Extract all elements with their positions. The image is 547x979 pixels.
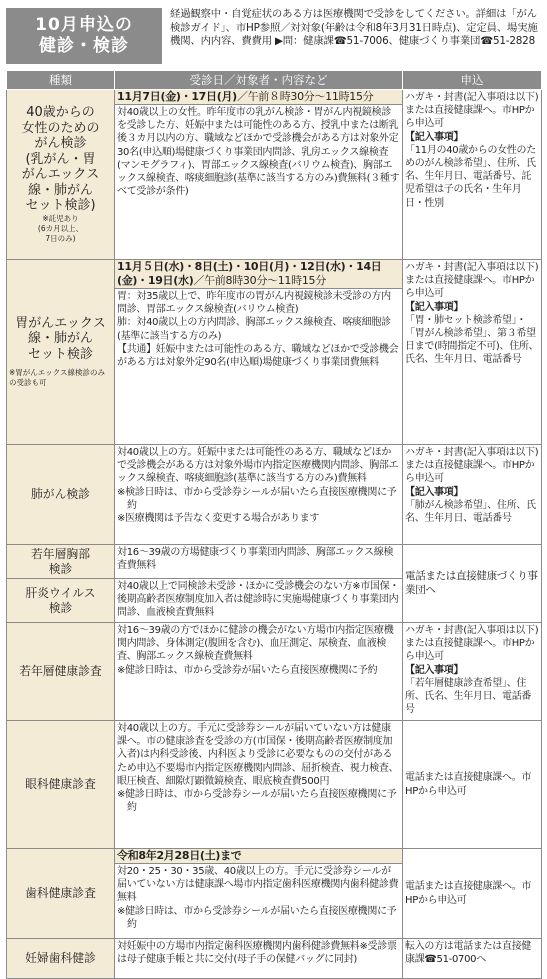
- row-content: 対40歳以上の女性。昨年度市の乳がん検診・胃がん内視鏡検診を受診した方、妊娠中または可能性のある方、授乳中または断乳後３カ月以内の方、職域などほかで受診機会がある方は対象外定30名(申込順)場健康づくり事業団内問診、乳房エックス線検査(マンモグラフィ)、胃部エックス線検査(バリウム検査)、胸部エックス線検査、喀痰細胞診(基準に該当する方のみ)費無料(３種すべて受診が条件): [117, 107, 400, 198]
- table-row: [7, 445, 542, 545]
- row-name-cell: [7, 445, 115, 545]
- name-note: ※胃がんエックス線検診のみの受診も可: [9, 368, 106, 388]
- row-apply-cell: [403, 260, 542, 445]
- row-note: ※医療機関は予告なく変更する場合があります: [117, 513, 320, 525]
- apply-text: 電話または直接健康づくり事業団へ: [405, 570, 538, 596]
- name-line: 若年層健康診査: [19, 664, 102, 679]
- row-content-cell: [115, 939, 403, 979]
- exam-time: ／午前８時30分～11時15分: [236, 90, 374, 103]
- name-line: (乳がん・胃: [25, 151, 96, 167]
- exam-date: 11月５日(水)・8日(土)・10日(月)・12日(水)・14日(金)・19日(水): [117, 260, 382, 287]
- exam-time: ／午前8時30分～11時15分: [193, 274, 326, 287]
- column-header-kind: 種類: [7, 71, 115, 90]
- header-title-box: [6, 8, 162, 64]
- row-name-cell: [7, 721, 115, 849]
- row-content-cell: [115, 445, 403, 545]
- table-row: [7, 939, 542, 979]
- column-header-apply: 申込: [403, 71, 542, 90]
- row-content: 対40歳以上で同検診未受診・ほかに受診機会のない方※市国保・後期高齢者医療制度加入者は健診時に実施場健康づくり事業団内問診、血液検査費無料: [117, 581, 400, 619]
- row-content: 【共通】妊娠中または可能性のある方、職域などほかで受診機会がある方は対象外定90名(申込順)場健康づくり事業団費無料: [117, 343, 399, 369]
- date-bar: [115, 90, 402, 105]
- row-content-cell: [115, 90, 403, 260]
- header-title-line2: 健診・検診: [39, 36, 129, 56]
- name-line: がんエックス: [21, 167, 100, 183]
- name-line: 検診: [48, 561, 73, 576]
- row-apply-cell: [403, 90, 542, 260]
- apply-detail: 「若年層健康診査希望」、住所、氏名、生年月日、電話番号: [405, 677, 532, 716]
- apply-text: ハガキ・封書(記入事項は以下)または直接健康課へ。市HPから申込可: [405, 447, 539, 485]
- row-content: 対20・25・30・35歳、40歳以上の方。手元に受診券シールが届いていない方は健康課へ場市内指定歯科医療機関内歯科健診費無料: [117, 866, 399, 904]
- row-name-cell: [7, 260, 115, 445]
- row-apply-cell: [403, 623, 542, 721]
- name-line: がん検診: [34, 136, 87, 152]
- row-content: 対妊娠中の方場市内指定歯科医療機関内歯科健診費無料※受診票は母子健康手帳と共に交付(母子手の保健バッグに同封): [117, 941, 397, 966]
- name-sub: (6カ月以上、: [37, 223, 84, 233]
- name-line: 歯科健康診査: [25, 886, 96, 901]
- name-sub: ※託児あり: [42, 213, 79, 223]
- row-name-cell: [7, 939, 115, 979]
- row-apply-cell: [403, 721, 542, 849]
- row-content-cell: [115, 721, 403, 849]
- column-header-content: 受診日／対象者・内容など: [115, 71, 403, 90]
- row-content: 対16～39歳の方でほかに健診の機会がない方場市内指定医療機関内問診、身体測定(腹囲を含む)、血圧測定、尿検査、血液検査、胸部エックス線検査費無料: [117, 625, 394, 663]
- row-content-cell: [115, 545, 403, 579]
- row-name-cell: [7, 849, 115, 939]
- row-name-cell: [7, 545, 115, 579]
- name-sub: 7日のみ): [45, 233, 76, 243]
- checkup-table: [6, 70, 542, 979]
- row-name-cell: [7, 90, 115, 260]
- table-row: [7, 260, 542, 445]
- name-line: セット検診: [27, 346, 93, 362]
- apply-text: ハガキ・封書(記入事項は以下)または直接健康課へ。市HPから申込可: [405, 92, 539, 130]
- name-line: 胃がんエックス: [15, 315, 106, 331]
- date-bar: [115, 849, 402, 864]
- row-name-cell: [7, 579, 115, 623]
- apply-heading: 【記入事項】: [405, 301, 464, 313]
- apply-text: 電話または直接健康課へ。市HPから申込可: [405, 772, 532, 797]
- apply-text: 電話または直接健康課へ。市HPから申込可: [405, 881, 532, 906]
- apply-heading: 【記入事項】: [405, 131, 464, 143]
- row-content-cell: [115, 623, 403, 721]
- apply-text: ハガキ・封書(記入事項は以下)または直接健康課へ。市HPから申込可: [405, 625, 539, 663]
- row-content: 対40歳以上の方。手元に受診券シールが届いていない方は健康課へ。市の健康診査を受診の方(市国保・後期高齢者医療制度加入者)は内科受診後、内科医より受診に必要なものの交付があるため申込不要場市内指定医療機関内問診、屈折検査、視力検査、眼圧検査、細隙灯顕微鏡検査、眼底検査費500円: [117, 723, 399, 787]
- name-line: 検診: [48, 600, 73, 615]
- apply-heading: 【記入事項】: [405, 486, 464, 498]
- row-apply-cell: [403, 849, 542, 939]
- name-line: セット検診): [25, 198, 96, 214]
- table-row: [7, 90, 542, 260]
- row-content-cell: [115, 579, 403, 623]
- row-name-cell: [7, 623, 115, 721]
- row-content: 対16～39歳の方場健康づくり事業団内問診、胸部エックス線検査費無料: [117, 547, 394, 572]
- apply-heading: 【記入事項】: [405, 664, 464, 676]
- apply-detail: 「肺がん検診希望」、住所、氏名、生年月日、電話番号: [405, 499, 536, 525]
- apply-text: 転入の方は電話または直接健康課☎51-0700へ: [405, 941, 532, 966]
- row-note: ※健診日時は、市から受診券シールが届いたら直接医療機関に予約: [117, 789, 397, 814]
- header: [0, 0, 547, 70]
- name-line: 線・肺がん: [27, 331, 93, 347]
- header-title-line1: 10月申込の: [35, 15, 133, 35]
- apply-detail: 「11月の40歳からの女性のためのがん検診希望」、住所、氏名、生年月日、電話番号、託児希望は子の氏名・生年月日・性別: [405, 144, 536, 209]
- row-content: 対40歳以上の方。妊娠中または可能性のある方、職域などほかで受診機会がある方は対象外場市内指定医療機関内問診、胸部エックス線検査、喀痰細胞診(基準に該当する方のみ)費無料: [117, 447, 399, 485]
- row-content: 肺：対40歳以上の方内問診、胸部エックス線検査、喀痰細胞診(基準に該当する方のみ): [117, 317, 391, 342]
- name-line: 妊婦歯科健診: [25, 951, 96, 966]
- name-line: 女性のための: [21, 120, 100, 136]
- name-line: 肺がん検診: [31, 487, 90, 502]
- name-line: 若年層胸部: [31, 547, 90, 561]
- row-content-cell: [115, 260, 403, 445]
- name-line: 線・肺がん: [27, 182, 93, 198]
- name-line: 眼科健康診査: [25, 777, 96, 792]
- row-apply-cell-shared: [403, 545, 542, 623]
- exam-date: 11月7日(金)・17日(月): [117, 90, 237, 103]
- name-line: 40歳からの: [26, 105, 95, 121]
- row-note: ※健診日時は、市から受診券が届いたら直接医療機関に予約: [117, 664, 378, 676]
- table-header-row: [7, 71, 542, 90]
- row-apply-cell: [403, 939, 542, 979]
- name-line: 肝炎ウイルス: [25, 586, 96, 600]
- header-notice: 経過観察中・自覚症状のある方は医療機関で受診をしてください。詳細は「がん検診ガイド」、市HP参照／対対象(年齢は令和8年3月31日時点)、定定員、場実施機関、内内容、費費用 ▶問：健康課☎51-7006、健康づくり事業団☎51-2828: [170, 8, 538, 48]
- row-content-cell: [115, 849, 403, 939]
- row-note: ※検診日時は、市から受診券シールが届いたら直接医療機関に予約: [117, 486, 397, 511]
- row-content: 胃：対35歳以上で、昨年度市の胃がん内視鏡検診未受診の方内問診、胃部エックス線検査(バリウム検査): [117, 291, 391, 316]
- row-note: ※健診日時は、市から受診券シールが届いたら直接医療機関に予約: [117, 905, 397, 930]
- table-row: [7, 721, 542, 849]
- table-row: [7, 623, 542, 721]
- apply-text: ハガキ・封書(記入事項は以下)または直接健康課へ。市HPから申込可: [405, 262, 539, 300]
- apply-detail: 「胃・肺セット検診希望」・「胃がん検診希望」、第３希望日まで(時間指定不可)、住所、氏名、生年月日、電話番号: [405, 314, 539, 366]
- exam-date: 令和8年2月28日(土)まで: [117, 849, 242, 862]
- row-apply-cell: [403, 445, 542, 545]
- date-bar: [115, 260, 402, 289]
- table-row: [7, 849, 542, 939]
- table-row: [7, 545, 542, 579]
